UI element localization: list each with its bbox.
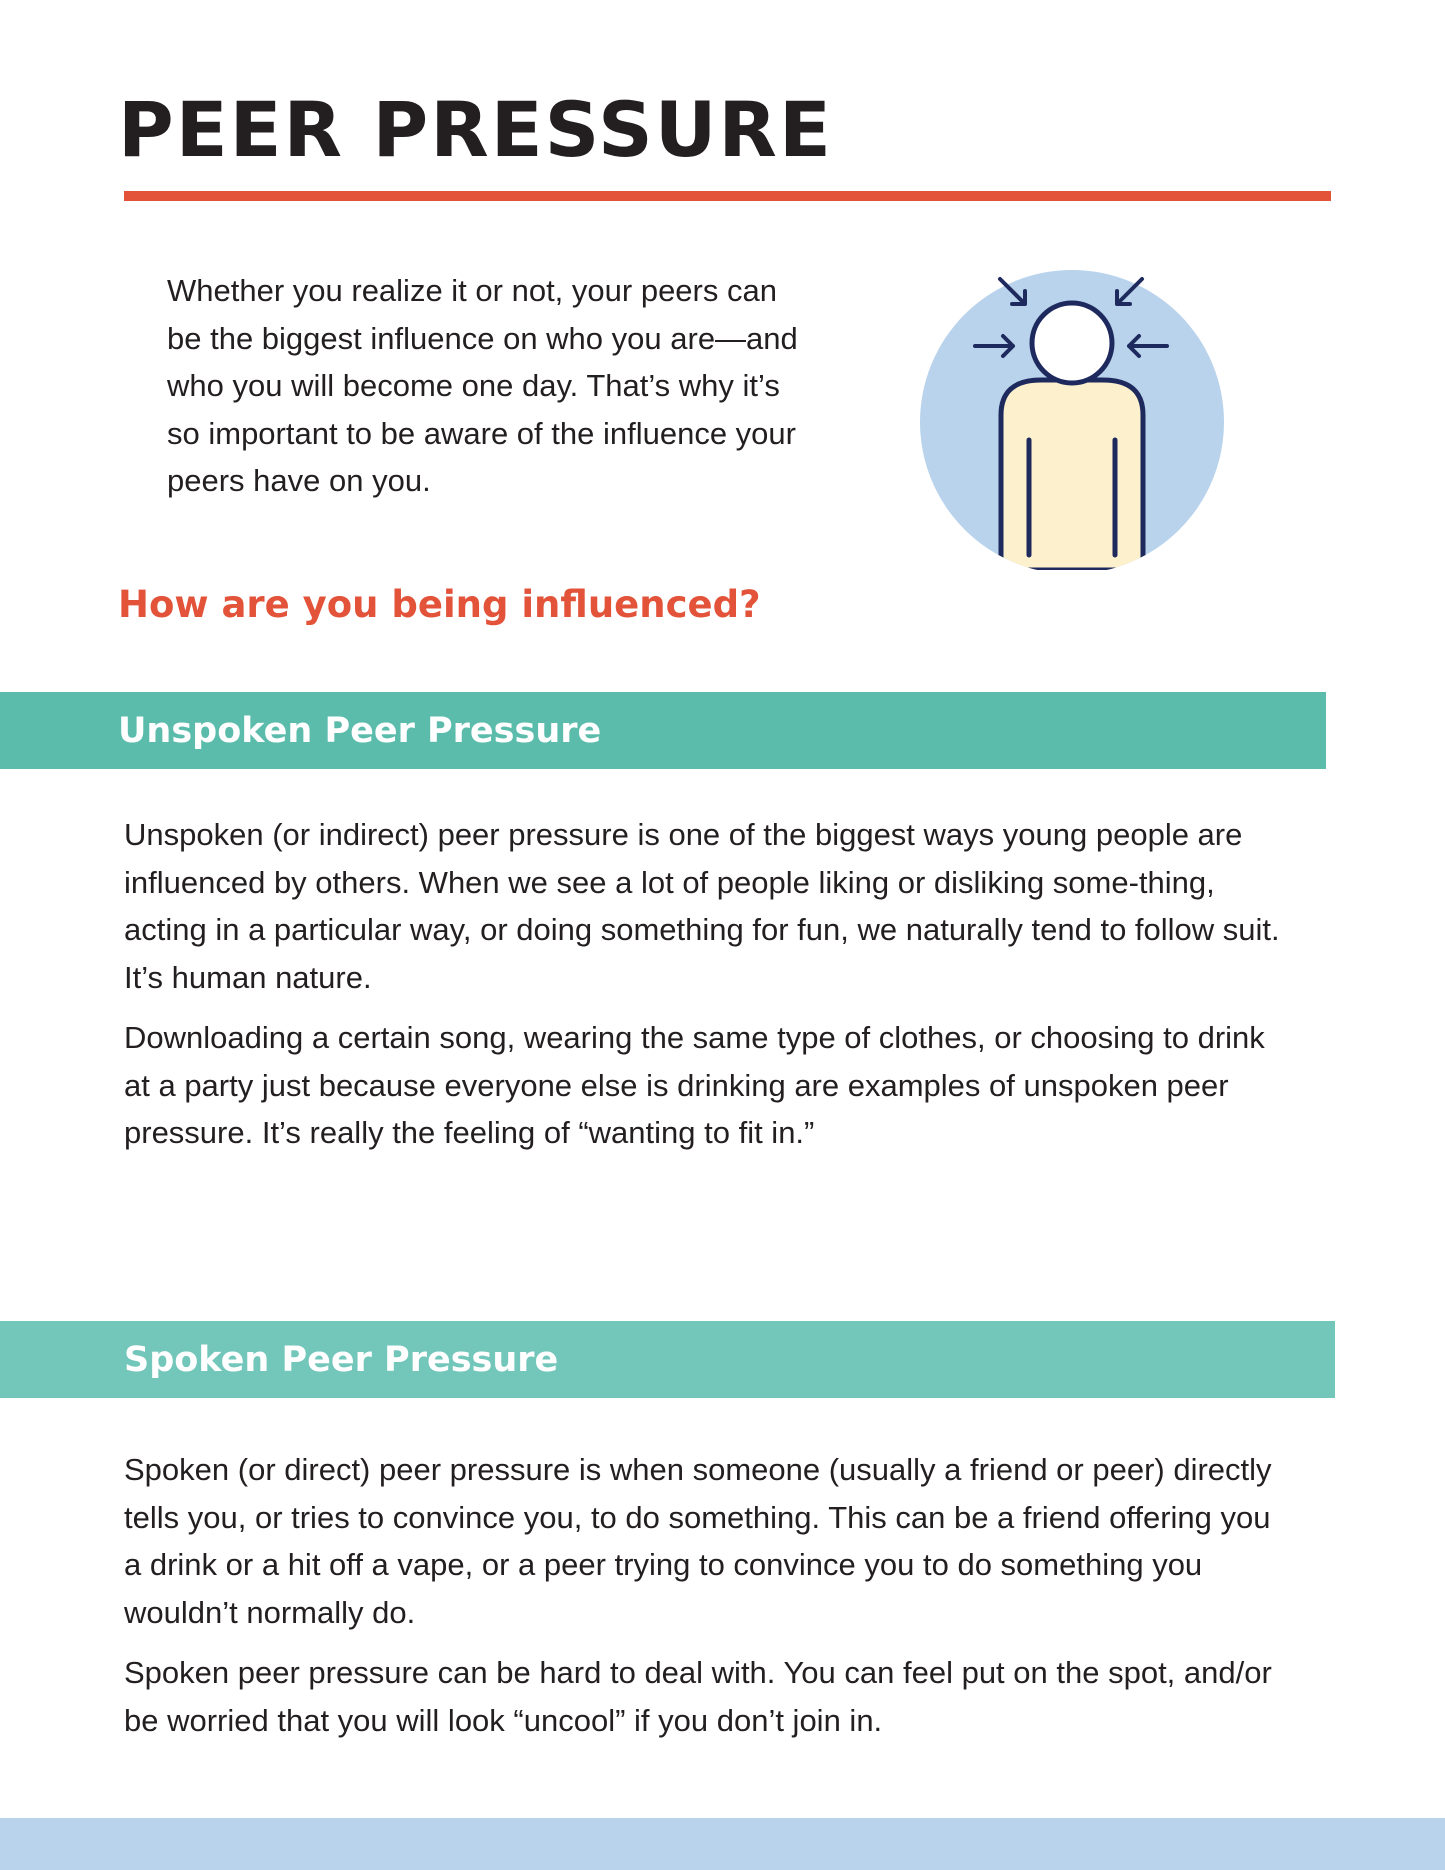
- section-header-spoken: [0, 1321, 1335, 1398]
- section-heading: Spoken Peer Pressure: [124, 1339, 559, 1380]
- influence-question: How are you being influenced?: [118, 583, 761, 626]
- intro-paragraph: Whether you realize it or not, your peers can be the biggest influence on who you are—and who you will become one day. That’s why it’s so important to be aware of the influence your peers have on you.: [167, 273, 798, 498]
- title-divider: [124, 191, 1331, 201]
- section-heading: Unspoken Peer Pressure: [118, 710, 602, 751]
- torso: [1001, 380, 1143, 570]
- footer-bar: [0, 1818, 1445, 1870]
- person-under-pressure-icon: [915, 265, 1230, 570]
- paragraph: Downloading a certain song, wearing the same type of clothes, or choosing to drink at a party just because everyone else is drinking are examples of unspoken peer pressure. It’s really the feeling of “wanting to fit in.”: [124, 1020, 1265, 1150]
- paragraph: Spoken peer pressure can be hard to deal with. You can feel put on the spot, and/or be worried that you will look “uncool” if you don’t join in.: [124, 1655, 1272, 1738]
- paragraph: Unspoken (or indirect) peer pressure is one of the biggest ways young people are influenced by others. When we see a lot of people liking or disliking some-thing, acting in a particular way, or doing something for fun, we naturally tend to follow suit. It’s human nature.: [124, 817, 1280, 995]
- section-header-unspoken: [0, 692, 1326, 769]
- paragraph: Spoken (or direct) peer pressure is when someone (usually a friend or peer) directly tells you, or tries to convince you, to do something. This can be a friend offering you a drink or a hit off a vape, or a peer trying to convince you to do something you wouldn’t normally do.: [124, 1452, 1272, 1630]
- page-title: PEER PRESSURE: [118, 85, 833, 174]
- head: [1032, 303, 1112, 383]
- section-body-spoken: [124, 1446, 1289, 1757]
- section-body-unspoken: [124, 811, 1289, 1170]
